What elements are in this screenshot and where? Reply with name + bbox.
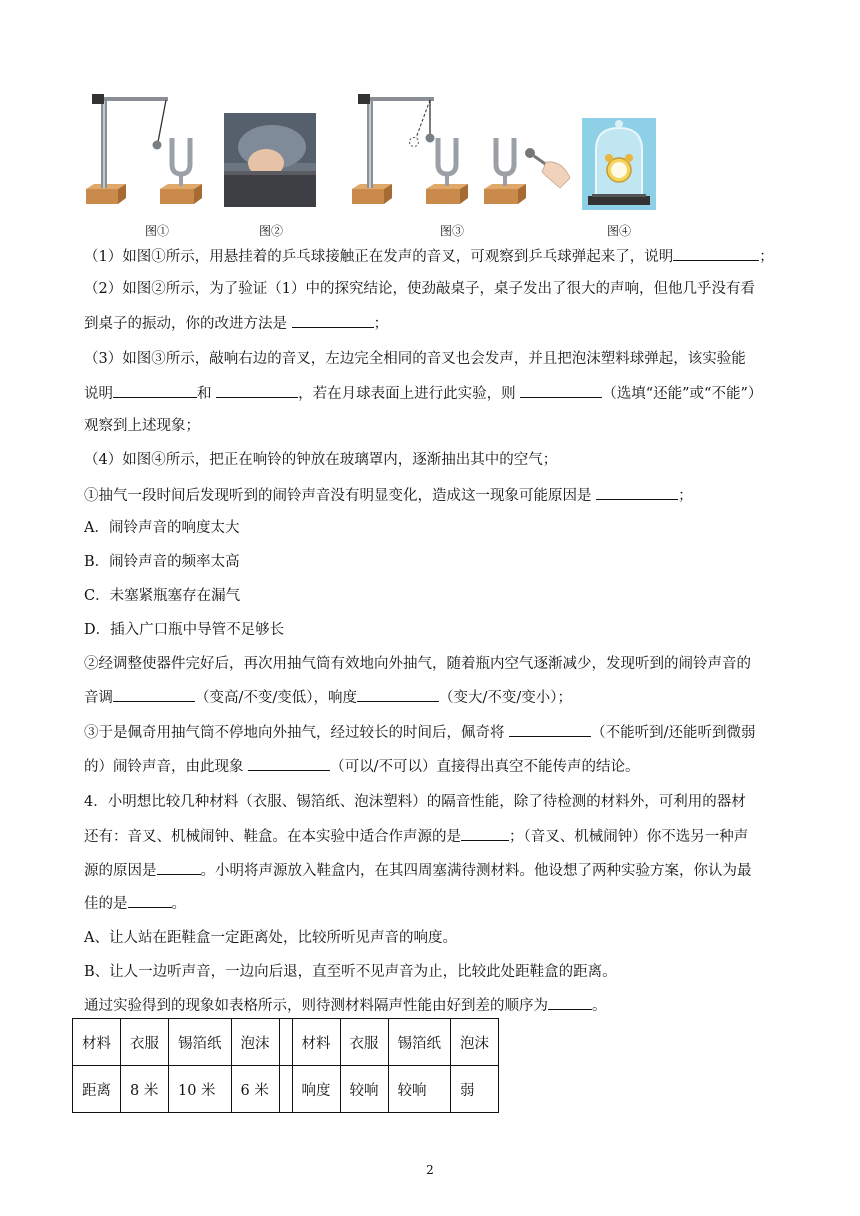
table-cell: 泡沫	[451, 1019, 499, 1066]
table-cell: 材料	[292, 1019, 340, 1066]
q2-line-1: （2）如图②所示，为了验证（1）中的探究结论，使劲敲桌子，桌子发出了很大的声响，但他几乎没有看	[84, 281, 755, 297]
figure-row	[0, 0, 860, 250]
result-table	[72, 1018, 499, 1113]
answer-blank[interactable]	[216, 383, 298, 398]
table-cell: 衣服	[121, 1019, 169, 1066]
table-spacer-cell	[279, 1066, 292, 1113]
q4-sub3-line-2	[84, 756, 640, 777]
q5-line-7	[84, 995, 607, 1016]
table-cell: 8 米	[121, 1066, 169, 1113]
figure-3-image	[348, 86, 574, 210]
table-cell: 材料	[73, 1019, 121, 1066]
figure-3-caption: 图③	[440, 224, 465, 238]
figure-1-image	[82, 86, 212, 210]
table-row	[73, 1019, 499, 1066]
q5-line-1: 4．小明想比较几种材料（衣服、锡箔纸、泡沫塑料）的隔音性能，除了待检测的材料外，可利用的器材	[84, 794, 746, 810]
q5-part-6: 。	[171, 896, 186, 912]
q3-part-3: ，若在月球表面上进行此实验，则	[298, 386, 521, 402]
q3-part-1: 说明	[84, 386, 113, 402]
table-cell: 锡箔纸	[169, 1019, 232, 1066]
q3-line-3: 观察到上述现象；	[84, 418, 200, 434]
q3-line-2	[84, 383, 762, 404]
table-cell: 6 米	[231, 1066, 279, 1113]
q4-sub2-line-2	[84, 687, 572, 708]
q2-text: 到桌子的振动，你的改进方法是	[84, 316, 292, 332]
q4-sub2-part-2: （变高/不变/变低），响度	[195, 690, 358, 706]
option-a: A．闹铃声音的响度太大	[84, 520, 240, 536]
figure-2-photo	[224, 113, 316, 207]
q5-line-3	[84, 860, 752, 881]
answer-blank[interactable]	[292, 313, 374, 328]
q4-sub3-part-3: 的）闹铃声音，由此现象	[84, 759, 249, 775]
q3-part-2: 和	[197, 386, 217, 402]
q1-tail: ；	[759, 249, 774, 265]
figure-4-caption: 图④	[607, 224, 632, 238]
answer-blank[interactable]	[596, 485, 678, 500]
q4-sub2-line-1: ②经调整使器件完好后，再次用抽气筒有效地向外抽气，随着瓶内空气逐渐减少，发现听到的闹铃声音的	[84, 656, 751, 672]
option-c: C．未塞紧瓶塞存在漏气	[84, 588, 241, 604]
table-row	[73, 1066, 499, 1113]
table-cell: 10 米	[169, 1066, 232, 1113]
table-cell: 较响	[340, 1066, 388, 1113]
q4-intro: （4）如图④所示，把正在响铃的钟放在玻璃罩内，逐渐抽出其中的空气；	[84, 452, 558, 468]
q1-line	[84, 246, 774, 267]
figure-2-caption: 图②	[259, 224, 284, 238]
q4-sub3-line-1	[84, 722, 756, 743]
q5-line-4	[84, 893, 186, 914]
figure-1-caption: 图①	[145, 224, 170, 238]
answer-blank[interactable]	[520, 383, 602, 398]
q2-line-2	[84, 313, 388, 334]
answer-blank[interactable]	[113, 383, 197, 398]
q5-line-2	[84, 826, 748, 847]
q5-part-8: 。	[592, 998, 607, 1014]
answer-blank[interactable]	[128, 893, 172, 908]
answer-blank[interactable]	[248, 756, 330, 771]
table-cell: 泡沫	[231, 1019, 279, 1066]
q4-sub2-part-1: 音调	[84, 690, 113, 706]
plan-b: B、让人一边听声音，一边向后退，直至听不见声音为止，比较此处距鞋盒的距离。	[84, 964, 617, 980]
page-number: 2	[426, 1163, 434, 1177]
q5-part-5: 佳的是	[84, 896, 128, 912]
answer-blank[interactable]	[548, 995, 592, 1010]
answer-blank[interactable]	[113, 687, 195, 702]
q4-sub3-part-2: （不能听到/还能听到微弱	[591, 725, 756, 741]
q5-part-7: 通过实验得到的现象如表格所示，则待测材料隔声性能由好到差的顺序为	[84, 998, 548, 1014]
table-cell: 锡箔纸	[388, 1019, 451, 1066]
q5-part-2: ；（音叉、机械闹钟）你不选另一种声	[509, 829, 749, 845]
table-cell: 较响	[388, 1066, 451, 1113]
q4-sub1-tail: ；	[678, 488, 693, 504]
plan-a: A、让人站在距鞋盒一定距离处，比较所听见声音的响度。	[84, 930, 457, 946]
q4-sub1-text: ①抽气一段时间后发现听到的闹铃声音没有明显变化，造成这一现象可能原因是	[84, 488, 597, 504]
q4-sub2-part-3: （变大/不变/变小）；	[439, 690, 573, 706]
answer-blank[interactable]	[673, 246, 759, 261]
figure-4-photo	[582, 118, 656, 210]
answer-blank[interactable]	[461, 826, 509, 841]
answer-blank[interactable]	[509, 722, 591, 737]
q2-tail: ；	[373, 316, 389, 332]
table-spacer-cell	[279, 1019, 292, 1066]
q5-part-4: 。小明将声源放入鞋盒内，在其四周塞满待测材料。他设想了两种实验方案，你认为最	[200, 863, 752, 879]
answer-blank[interactable]	[157, 860, 201, 875]
q4-sub3-part-4: （可以/不可以）直接得出真空不能传声的结论。	[330, 759, 640, 775]
q5-part-3: 源的原因是	[84, 863, 157, 879]
q4-sub1	[84, 485, 693, 506]
q5-part-1: 还有：音叉、机械闹钟、鞋盒。在本实验中适合作声源的是	[84, 829, 461, 845]
table-cell: 距离	[73, 1066, 121, 1113]
table-cell: 弱	[451, 1066, 499, 1113]
answer-blank[interactable]	[357, 687, 439, 702]
q3-part-4: （选填“还能”或“不能”）	[602, 386, 763, 402]
option-d: D．插入广口瓶中导管不足够长	[84, 622, 285, 638]
q3-line-1: （3）如图③所示，敲响右边的音叉，左边完全相同的音叉也会发声，并且把泡沫塑料球弹起，该实验能	[84, 351, 746, 367]
q1-text: （1）如图①所示，用悬挂着的乒乓球接触正在发声的音叉，可观察到乒乓球弹起来了，说明	[84, 249, 674, 265]
q4-sub3-part-1: ③于是佩奇用抽气筒不停地向外抽气，经过较长的时间后，佩奇将	[84, 725, 510, 741]
option-b: B．闹铃声音的频率太高	[84, 554, 240, 570]
table-cell: 响度	[292, 1066, 340, 1113]
table-cell: 衣服	[340, 1019, 388, 1066]
